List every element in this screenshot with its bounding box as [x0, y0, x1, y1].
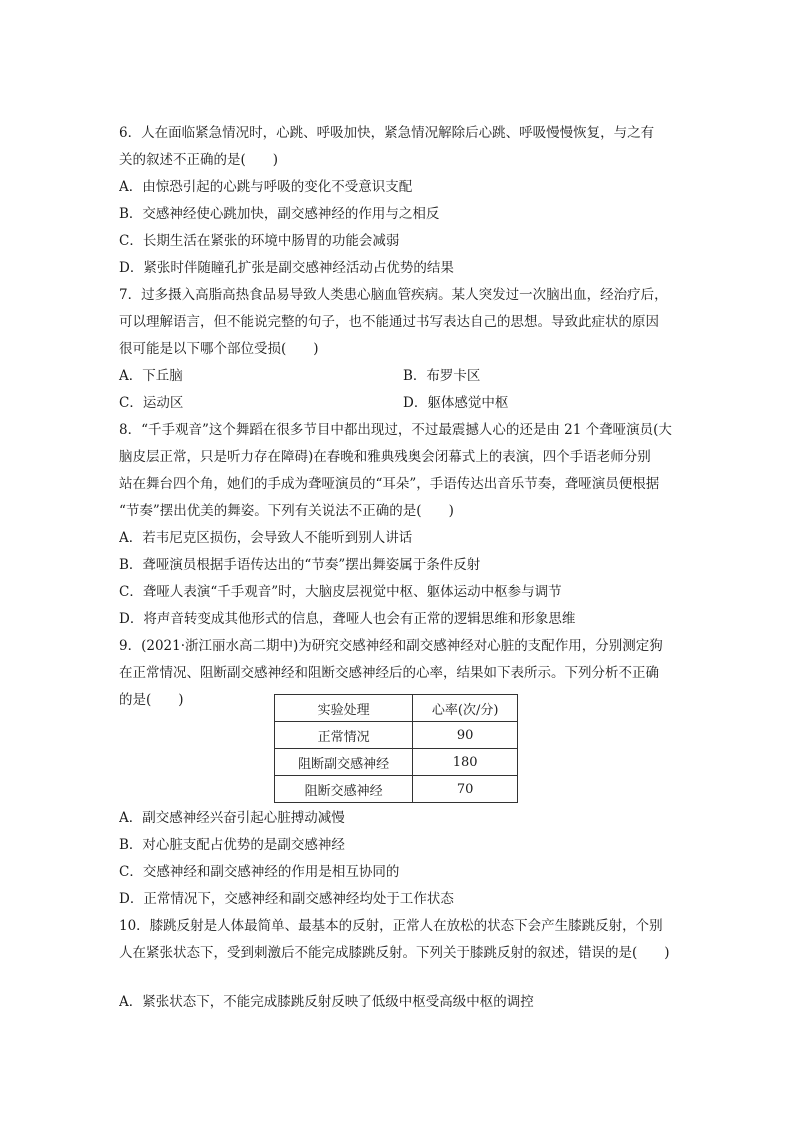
table-row [275, 776, 518, 803]
table-cell: 70 [413, 776, 518, 803]
q9-stem-line-2: 在正常情况、阻断副交感神经和阻断交感神经后的心率，结果如下表所示。下列分析不正确 [119, 665, 659, 681]
table-header-cell: 心率(次/分) [413, 695, 518, 722]
q8-stem-line-1: 8．“千手观音”这个舞蹈在很多节目中都出现过，不过最震撼人心的还是由 21 个聋哑演员(大 [119, 422, 672, 438]
q9-option-c: C．交感神经和副交感神经的作用是相互协同的 [119, 864, 400, 880]
q8-option-b: B．聋哑演员根据手语传达出的“节奏”摆出舞姿属于条件反射 [119, 557, 481, 573]
q9-option-b: B．对心脏支配占优势的是副交感神经 [119, 837, 345, 853]
table-header-row [275, 695, 518, 722]
heart-rate-table [274, 694, 518, 803]
q7-option-d: D．躯体感觉中枢 [403, 395, 509, 411]
q8-option-a: A．若韦尼克区损伤，会导致人不能听到别人讲话 [119, 530, 413, 546]
q7-option-c: C．运动区 [119, 395, 184, 411]
q8-stem-line-2: 脑皮层正常，只是听力存在障碍)在春晚和雅典残奥会闭幕式上的表演，四个手语老师分别 [119, 449, 651, 465]
q7-stem-line-2: 可以理解语言，但不能说完整的句子，也不能通过书写表达自己的思想。导致此症状的原因 [119, 314, 659, 330]
q8-option-d: D．将声音转变成其他形式的信息，聋哑人也会有正常的逻辑思维和形象思维 [119, 611, 576, 627]
table-cell: 阻断副交感神经 [275, 749, 413, 776]
table-row [275, 749, 518, 776]
q6-option-d: D．紧张时伴随瞳孔扩张是副交感神经活动占优势的结果 [119, 260, 454, 276]
q7-option-b: B．布罗卡区 [403, 368, 481, 384]
table-cell: 正常情况 [275, 722, 413, 749]
q6-stem-line-2: 关的叙述不正确的是( ) [119, 152, 279, 168]
q9-stem-line-1: 9．(2021·浙江丽水高二期中)为研究交感神经和副交感神经对心脏的支配作用，分别测定狗 [119, 638, 663, 654]
q8-stem-line-4: “节奏”摆出优美的舞姿。下列有关说法不正确的是( ) [119, 503, 454, 519]
q9-option-a: A．副交感神经兴奋引起心脏搏动减慢 [119, 810, 345, 826]
q9-option-d: D．正常情况下，交感神经和副交感神经均处于工作状态 [119, 891, 454, 907]
q6-stem-line-1: 6．人在面临紧急情况时，心跳、呼吸加快，紧急情况解除后心跳、呼吸慢慢恢复，与之有 [119, 125, 655, 141]
q8-option-c: C．聋哑人表演“千手观音”时，大脑皮层视觉中枢、躯体运动中枢参与调节 [119, 584, 562, 600]
table-cell: 阻断交感神经 [275, 776, 413, 803]
q10-stem-line-1: 10．膝跳反射是人体最简单、最基本的反射，正常人在放松的状态下会产生膝跳反射，个别 [119, 918, 663, 934]
q10-stem-line-2: 人在紧张状态下，受到刺激后不能完成膝跳反射。下列关于膝跳反射的叙述，错误的是( ) [119, 945, 670, 961]
q7-option-a: A．下丘脑 [119, 368, 183, 384]
q6-option-b: B．交感神经使心跳加快，副交感神经的作用与之相反 [119, 206, 440, 222]
table-cell: 90 [413, 722, 518, 749]
table-row [275, 722, 518, 749]
q7-stem-line-1: 7．过多摄入高脂高热食品易导致人类患心脑血管疾病。某人突发过一次脑出血，经治疗后， [119, 287, 668, 303]
q10-option-a: A．紧张状态下，不能完成膝跳反射反映了低级中枢受高级中枢的调控 [119, 994, 534, 1010]
q9-stem-line-3: 的是( ) [119, 692, 184, 708]
q6-option-c: C．长期生活在紧张的环境中肠胃的功能会减弱 [119, 233, 400, 249]
q8-stem-line-3: 站在舞台四个角，她们的手成为聋哑演员的“耳朵”，手语传达出音乐节奏，聋哑演员便根据 [119, 476, 660, 492]
q7-stem-line-3: 很可能是以下哪个部位受损( ) [119, 341, 319, 357]
table-cell: 180 [413, 749, 518, 776]
q6-option-a: A．由惊恐引起的心跳与呼吸的变化不受意识支配 [119, 179, 413, 195]
table-header-cell: 实验处理 [275, 695, 413, 722]
